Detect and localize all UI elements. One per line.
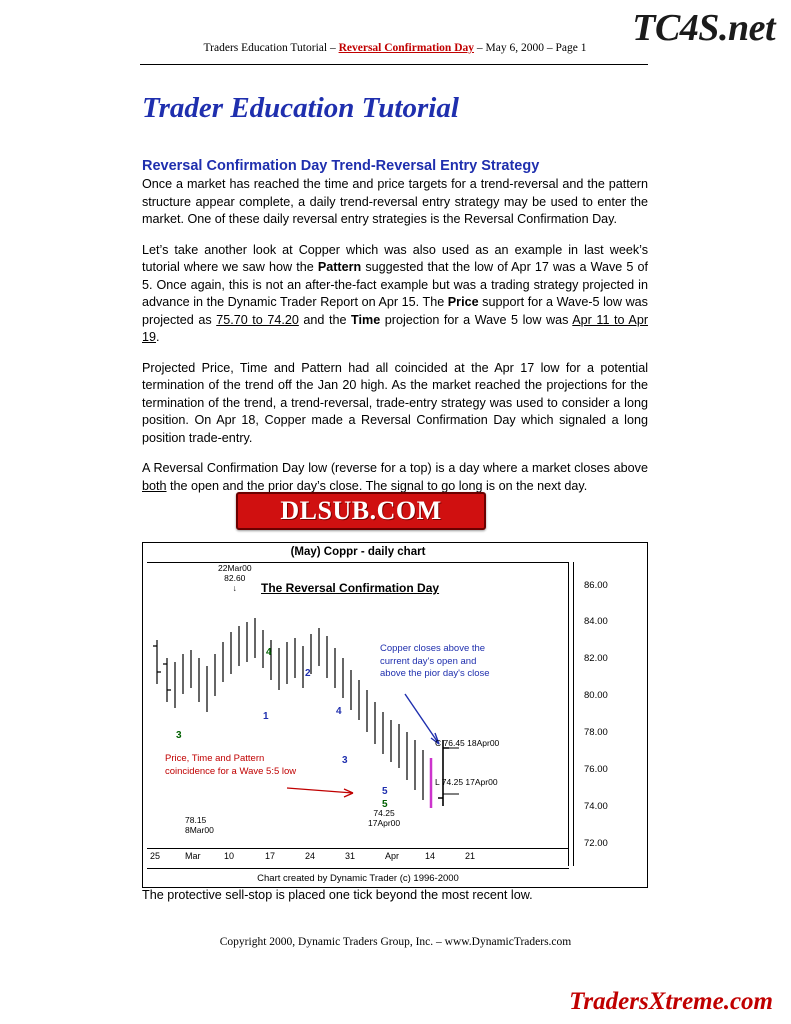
p2-k: . <box>156 330 160 344</box>
chart-low-label: L 74.25 17Apr00 <box>435 777 498 787</box>
y-tick-5: 76.00 <box>584 764 608 775</box>
p2-i: projection for a Wave 5 low was <box>380 312 573 327</box>
blue-note-l3: above the pior day's close <box>380 668 490 679</box>
p2-e: support for a Wave-5 low was projected as <box>142 295 648 327</box>
red-arrow <box>287 788 353 797</box>
chart-blue-note <box>380 643 490 681</box>
blue-note-l1: Copper closes above the <box>380 643 486 654</box>
header-prefix: Traders Education Tutorial – <box>203 42 339 54</box>
p4-c: the open and the prior day’s close. The signal to go long is on the next day. <box>166 478 588 493</box>
header-suffix: – May 6, 2000 – Page 1 <box>474 42 587 54</box>
watermark-dlsub <box>236 492 486 530</box>
wave-label-1: 2 <box>305 668 311 679</box>
wave-label-2: 1 <box>263 711 269 722</box>
wave-label-0: 4 <box>266 647 272 658</box>
x-tick-1: Mar <box>185 851 201 861</box>
y-tick-4: 78.00 <box>584 727 608 738</box>
p4-a: A Reversal Confirmation Day low (reverse for a top) is a day where a market closes above <box>142 461 648 475</box>
x-tick-3: 17 <box>265 851 276 861</box>
body-column <box>142 158 648 508</box>
y-tick-2: 82.00 <box>584 653 608 664</box>
x-tick-7: 14 <box>425 851 436 861</box>
down-arrow-icon: ↓ <box>232 583 237 593</box>
paragraph-1: Once a market has reached the time and price targets for a trend-reversal and the pattern structure appear complete, a daily trend-reversal entry strategy may be used to enter the market. One of these daily reversal entry strategies is the Reversal Confirmation Day. <box>142 177 648 226</box>
p4-both: both <box>142 478 167 493</box>
header-text <box>140 42 650 54</box>
y-tick-7: 72.00 <box>584 838 608 849</box>
chart-high-label <box>218 563 252 593</box>
reversal-bar <box>431 740 449 808</box>
x-tick-4: 24 <box>305 851 316 861</box>
p2-a: Let’s take another look at Copper which was also used as an example in last week’s tutorial where we saw how the <box>142 242 648 274</box>
wave-label-5: 3 <box>342 755 348 766</box>
x-tick-5: 31 <box>345 851 356 861</box>
watermark-tradersxtreme: TradersXtreme.com <box>569 988 773 1015</box>
wave5-low-date: 17Apr00 <box>368 818 401 828</box>
paragraph-4 <box>142 460 648 495</box>
watermark-tc4s: TC4S.net <box>632 7 775 49</box>
chart-title: (May) Coppr - daily chart <box>290 546 426 558</box>
chart-prior-low-label <box>185 815 214 835</box>
prior-low-date: 8Mar00 <box>185 825 214 835</box>
section-heading: Reversal Confirmation Day Trend-Reversal Entry Strategy <box>142 158 540 174</box>
chart-caption: The protective sell-stop is placed one tick beyond the most recent low. <box>142 888 533 902</box>
header-rule <box>140 64 648 65</box>
price-chart <box>142 542 648 888</box>
chart-y-axis <box>573 562 645 866</box>
blue-note-l2: current day's open and <box>380 655 477 667</box>
high-label-date: 22Mar00 <box>218 563 252 573</box>
wave-label-4: 3 <box>176 730 182 741</box>
wave-label-6: 5 <box>382 786 388 797</box>
blue-arrow <box>405 694 439 744</box>
paragraph-3: Projected Price, Time and Pattern had all coincided at the Apr 17 low for a potential termination of the trend off the Jan 20 high. As the market reached the projections for the termination of the trend, a trend-reversal, trade-entry strategy was used to consider a long position. On Apr 18, Copper made a Reversal Confirmation Day which signaled a long position trade-entry. <box>142 360 648 445</box>
chart-red-note <box>165 753 296 778</box>
prior-low-price: 78.15 <box>185 815 207 825</box>
wave-label-7: 5 <box>382 799 388 810</box>
p2-time: Time <box>351 312 381 327</box>
p2-g: and the <box>298 312 352 327</box>
chart-credit-rule <box>147 868 569 869</box>
p2-price-range: 75.70 to 74.20 <box>216 312 299 327</box>
label-ticks <box>443 748 459 794</box>
running-header <box>140 42 650 54</box>
y-tick-0: 86.00 <box>584 580 608 591</box>
x-tick-8: 21 <box>465 851 476 861</box>
p2-pattern: Pattern <box>317 260 362 274</box>
chart-close-label: C 76.45 18Apr00 <box>435 738 500 748</box>
x-tick-2: 10 <box>224 851 235 861</box>
chart-plot-svg <box>147 562 569 848</box>
p2-c: suggested that the low of Apr 17 was a Wave 5 of 5. Once again, this is not an after-the-fact example but was a trading strategy projected in advance in the Dynamic Trader Report on Apr 15. The <box>142 260 649 309</box>
wave5-low-price: 74.25 <box>373 808 395 818</box>
y-tick-3: 80.00 <box>584 690 608 701</box>
x-tick-6: Apr <box>385 851 400 861</box>
p2-price: Price <box>447 295 479 309</box>
wave-label-3: 4 <box>336 706 342 717</box>
chart-overlay-title: The Reversal Confirmation Day <box>261 581 440 595</box>
red-note-l2: coincidence for a Wave 5:5 low <box>165 765 297 777</box>
p2-time-range: Apr 11 to Apr 19 <box>142 312 649 344</box>
chart-wave5-low-label <box>368 808 400 828</box>
high-label-price: 82.60 <box>224 573 246 583</box>
x-tick-0: 25 <box>150 851 161 861</box>
chart-credit: Chart created by Dynamic Trader (c) 1996-2000 <box>257 873 459 884</box>
copyright-line: Copyright 2000, Dynamic Traders Group, Inc. – www.DynamicTraders.com <box>219 936 572 948</box>
page-title: Trader Education Tutorial <box>142 92 459 124</box>
y-tick-1: 84.00 <box>584 616 608 627</box>
chart-x-axis <box>147 848 569 867</box>
header-highlight: Reversal Confirmation Day <box>338 42 475 54</box>
y-tick-6: 74.00 <box>584 801 608 812</box>
red-note-l1: Price, Time and Pattern <box>165 753 265 764</box>
paragraph-2 <box>142 242 648 347</box>
watermark-dlsub-text: DLSUB.COM <box>280 496 442 525</box>
